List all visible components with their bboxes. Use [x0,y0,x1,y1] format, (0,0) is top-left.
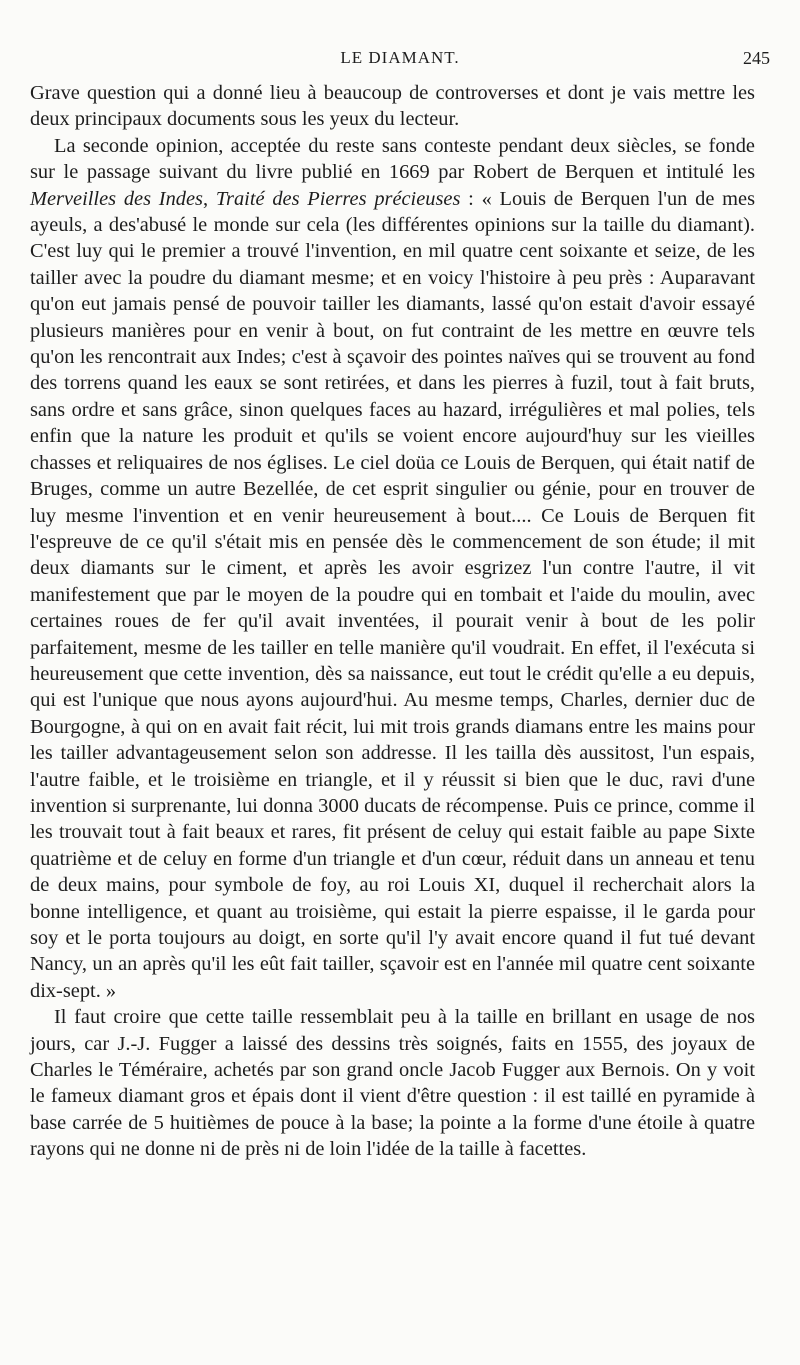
book-title-traite: Traité des Pierres précieuses [215,187,461,210]
body-text [30,80,755,1163]
running-title: LE DIAMANT. [340,48,460,67]
paragraph-3: Il faut croire que cette taille ressemblait peu à la taille en brillant en usage de nos jours, car J.-J. Fugger a laissé des dessins très soignés, faits en 1555, des joyaux de Charles le Téméraire, achetés par son grand oncle Jacob Fugger aux Bernois. On y voit le fameux diamant gros et épais dont il vient d'être question : il est taillé en pyramide à base carrée de 5 huitièmes de pouce à la base; la pointe a la forme d'une étoile à quatre rayons qui ne donne ni de près ni de loin l'idée de la taille à facettes. [30,1006,755,1161]
paragraph-2 [30,133,755,1004]
paragraph-2-start: La seconde opinion, acceptée du reste sans conteste pendant deux siècles, se fonde sur le passage suivant du livre publié en 1669 par Robert de Berquen et intitulé les [30,134,755,184]
title-separator: , [202,187,216,210]
page-number: 245 [743,48,770,68]
paragraph-2-quote: : « Louis de Berquen l'un de mes ayeuls, a des'abusé le monde sur cela (les différentes opinions sur la taille du diamant). C'est luy qui le premier a trouvé l'invention, en mil quatre cent soixante et seize, de les tailler avec la poudre du diamant mesme; et en voicy l'histoire à peu près : Auparavant qu'on eut jamais pensé de pouvoir tailler les diamants, lassé qu'on estait d'avoir essayé plusieurs manières pour en venir à bout, on fut contraint de les mettre en œuvre tels qu'on les rencontrait aux Indes; c'est à sçavoir des pointes naïves qui se trouvent au fond des torrens quand les eaux se sont retirées, et dans les pierres à fuzil, tout à fait bruts, sans ordre et sans grâce, sinon quelques faces au hazard, irrégulières et mal polies, tels enfin que la nature les produit et qu'ils se voient encore aujourd'huy sur les vieilles chasses et reliquaires de nos églises. Le ciel doüa ce Louis de Berquen, qui était natif de Bruges, comme un autre Bezellée, de cet esprit singulier ou génie, pour en trouver de luy mesme l'invention et en venir heureusement à bout.... Ce Louis de Berquen fit l'espreuve de ce qu'il s'était mis en pensée dès le commencement de son étude; il mit deux diamants sur le ciment, et après les avoir esgrizez l'un contre l'autre, il vit manifestement que par le moyen de la poudre qui en tombait et l'aide du moulin, avec certaines roues de fer qu'il avait inventées, il pourait venir à bout de les polir parfaitement, mesme de les tailler en telle manière qu'il voudrait. En effet, il l'exécuta si heureusement que cette invention, dès sa naissance, eut tout le crédit qu'elle a eu depuis, qui est l'unique que nous ayons aujourd'hui. Au mesme temps, Charles, dernier duc de Bourgogne, à qui on en avait fait récit, lui mit trois grands diamans entre les mains pour les tailler advantageusement selon son addresse. Il les tailla dès aussitost, l'un espais, l'autre faible, et le troisième en triangle, et il y réussit si bien que le duc, ravi d'une invention si surprenante, lui donna 3000 ducats de récompense. Puis ce prince, comme il les trouvait tout à fait beaux et rares, fit présent de celuy qui estait faible au pape Sixte quatrième et de celuy en forme d'un triangle et d'un cœur, réduit dans un anneau et tenu de deux mains, pour symbole de foy, au roi Louis XI, duquel il recherchait alors la bonne intelligence, et quant au troisième, qui estait la pierre espaisse, il le garda pour soy et le porta toujours au doigt, en sorte qu'il l'y avait encore quand il fut tué devant Nancy, un an après qu'il les eût fait tailler, sçavoir est en l'année mil quatre cent soixante dix-sept. » [30,187,755,1002]
paragraph-1: Grave question qui a donné lieu à beaucoup de controverses et dont je vais mettre les deux principaux documents sous les yeux du lecteur. [30,82,755,131]
running-head [30,46,770,74]
book-title-merveilles: Merveilles des Indes [30,187,203,210]
